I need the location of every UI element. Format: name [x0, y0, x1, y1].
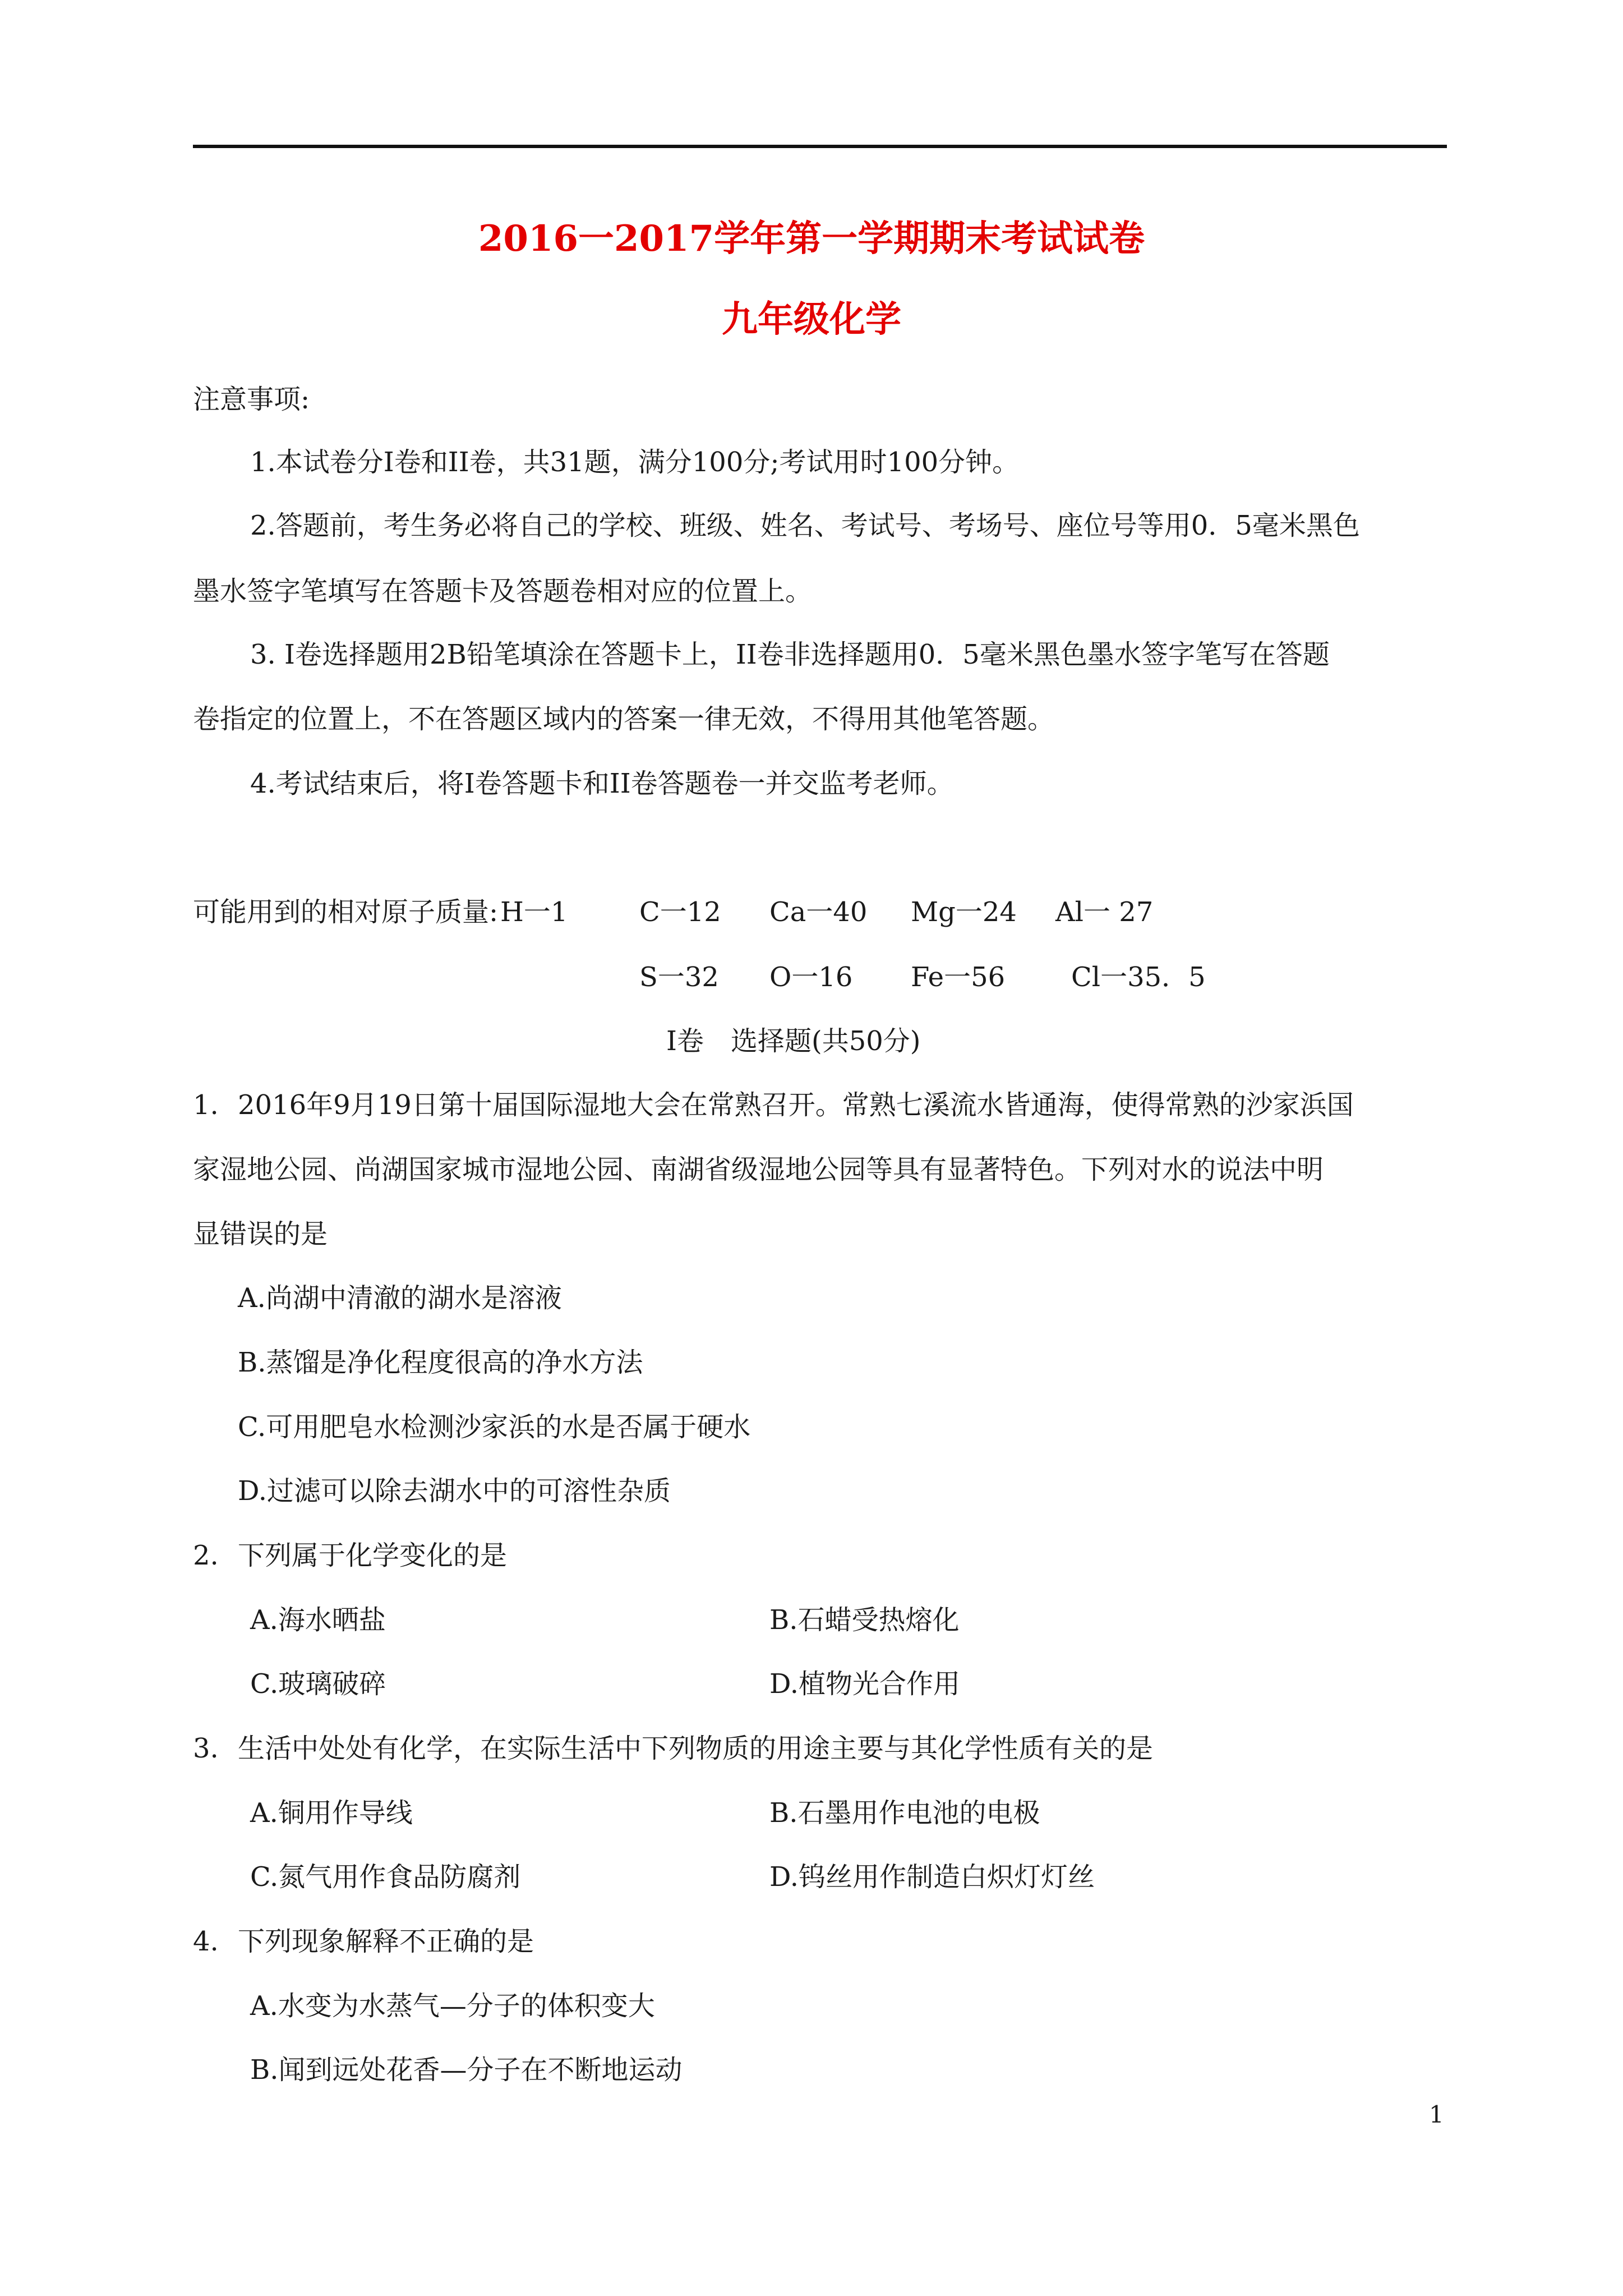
note-line: 1.本试卷分Ⅰ卷和II卷，共31题，满分100分;考试用时100分钟。: [250, 447, 1020, 478]
note-line: 4.考试结束后，将Ⅰ卷答题卡和II卷答题卷一并交监考老师。: [250, 768, 954, 799]
question-stem: 下列现象解释不正确的是: [238, 1926, 534, 1957]
option: D.过滤可以除去湖水中的可溶性杂质: [238, 1475, 671, 1507]
option: C.玻璃破碎: [250, 1668, 386, 1700]
option: B.石蜡受热熔化: [769, 1604, 960, 1636]
atomic-mass-item: Fe一56: [911, 961, 1006, 993]
atomic-mass-item: S一32: [639, 961, 719, 993]
option: D.钨丝用作制造白炽灯灯丝: [769, 1861, 1095, 1893]
question-stem: 生活中处处有化学，在实际生活中下列物质的用途主要与其化学性质有关的是: [238, 1733, 1154, 1764]
option: B.蒸馏是净化程度很高的净水方法: [238, 1347, 643, 1378]
atomic-mass-item: H一1: [500, 896, 568, 928]
section-heading: Ⅰ卷 选择题(共50分): [666, 1025, 921, 1057]
atomic-mass-item: Mg一24: [911, 896, 1017, 928]
option: C.可用肥皂水检测沙家浜的水是否属于硬水: [238, 1411, 751, 1443]
atomic-mass-item: Al一 27: [1055, 896, 1154, 928]
exam-subtitle: 九年级化学: [722, 298, 901, 341]
question-stem: 家湿地公园、尚湖国家城市湿地公园、南湖省级湿地公园等具有显著特色。下列对水的说法中明: [193, 1154, 1324, 1185]
question-number: 2.: [193, 1540, 219, 1571]
question-number: 1.: [193, 1089, 219, 1121]
option: C.氮气用作食品防腐剂: [250, 1861, 521, 1893]
note-line: 墨水签字笔填写在答题卡及答题卷相对应的位置上。: [193, 576, 813, 607]
atomic-mass-label: 可能用到的相对原子质量:: [193, 896, 499, 928]
atomic-mass-item: O一16: [769, 961, 853, 993]
question-stem: 显错误的是: [193, 1218, 328, 1250]
option: B.石墨用作电池的电极: [769, 1797, 1040, 1829]
page-number: 1: [1429, 2101, 1444, 2128]
question-stem: 2016年9月19日第十届国际湿地大会在常熟召开。常熟七溪流水皆通海，使得常熟的沙家浜国: [238, 1089, 1354, 1121]
question-number: 3.: [193, 1733, 219, 1764]
note-line: 3. Ⅰ卷选择题用2B铅笔填涂在答题卡上，II卷非选择题用0．5毫米黑色墨水签字笔写在答题: [250, 639, 1330, 670]
option: D.植物光合作用: [769, 1668, 961, 1700]
atomic-mass-item: Ca一40: [769, 896, 868, 928]
atomic-mass-item: C一12: [639, 896, 721, 928]
header-rule: [193, 145, 1447, 148]
option: A.水变为水蒸气—分子的体积变大: [250, 1990, 655, 2022]
exam-title: 2016一2017学年第一学期期末考试试卷: [478, 218, 1145, 260]
question-stem: 下列属于化学变化的是: [238, 1540, 508, 1571]
question-number: 4.: [193, 1926, 219, 1957]
option: A.铜用作导线: [250, 1797, 413, 1829]
note-line: 卷指定的位置上，不在答题区域内的答案一律无效，不得用其他笔答题。: [193, 703, 1055, 735]
option: B.闻到远处花香—分子在不断地运动: [250, 2054, 683, 2086]
note-line: 2.答题前，考生务必将自己的学校、班级、姓名、考试号、考场号、座位号等用0．5毫米黑色: [250, 510, 1360, 541]
option: A.海水晒盐: [250, 1604, 386, 1636]
option: A.尚湖中清澈的湖水是溶液: [238, 1282, 562, 1314]
atomic-mass-item: Cl一35．5: [1071, 961, 1206, 993]
notes-heading: 注意事项:: [193, 384, 310, 415]
